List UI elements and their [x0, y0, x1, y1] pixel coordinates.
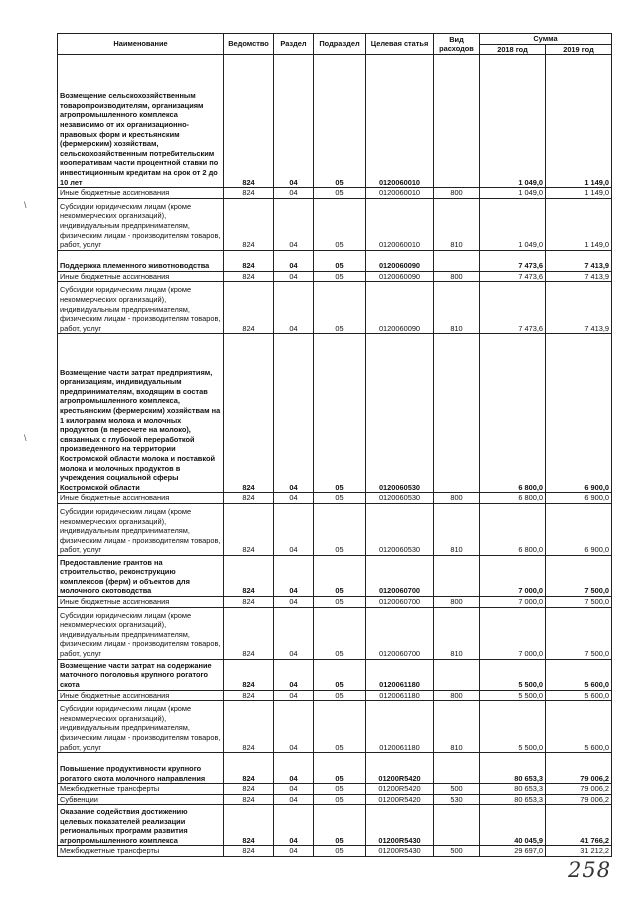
cell-2018: 5 500,0 [480, 659, 546, 690]
cell-target: 0120060010 [366, 188, 434, 199]
cell-name: Иные бюджетные ассигнования [58, 188, 224, 199]
cell-dept: 824 [224, 753, 274, 784]
cell-2018: 80 653,3 [480, 784, 546, 795]
cell-name: Поддержка племенного животноводства [58, 250, 224, 271]
cell-dept: 824 [224, 198, 274, 250]
table-row [58, 493, 612, 504]
cell-name: Субсидии юридическим лицам (кроме некоммерческих организаций), индивидуальным предпринимателям, физическим лицам - производителям товаров, работ, услуг [58, 607, 224, 659]
cell-name: Субсидии юридическим лицам (кроме некоммерческих организаций), индивидуальным предпринимателям, физическим лицам - производителям товаров, работ, услуг [58, 198, 224, 250]
cell-section: 04 [274, 794, 314, 805]
cell-name: Возмещение части затрат предприятиям, организациям, индивидуальным предпринимателям, входящим в состав агропромышленного комплекса, крестьянским (фермерским) хозяйствам на 1 килограмм молока и молочных продуктов (в пересчете на молоко), связанных с глубокой переработкой произведенного на территории Костромской области молока и поставкой молока и молочных продуктов в учреждения социальной сферы Костромской области [58, 334, 224, 493]
cell-exp-type: 800 [434, 690, 480, 701]
cell-target: 0120061180 [366, 701, 434, 753]
cell-section: 04 [274, 753, 314, 784]
cell-target: 01200R5420 [366, 753, 434, 784]
cell-2018: 7 000,0 [480, 607, 546, 659]
cell-subsection: 05 [314, 271, 366, 282]
cell-dept: 824 [224, 555, 274, 596]
cell-section: 04 [274, 607, 314, 659]
header-exp-type: Вид расходов [434, 34, 480, 55]
cell-2019: 5 600,0 [546, 690, 612, 701]
header-sum: Сумма [480, 34, 612, 45]
cell-dept: 824 [224, 271, 274, 282]
cell-target: 01200R5420 [366, 784, 434, 795]
cell-2019: 7 500,0 [546, 607, 612, 659]
cell-exp-type: 810 [434, 198, 480, 250]
cell-target: 0120060700 [366, 596, 434, 607]
cell-section: 04 [274, 784, 314, 795]
cell-dept: 824 [224, 55, 274, 188]
cell-exp-type [434, 250, 480, 271]
cell-section: 04 [274, 503, 314, 555]
cell-target: 0120060090 [366, 271, 434, 282]
cell-exp-type [434, 753, 480, 784]
cell-dept: 824 [224, 596, 274, 607]
cell-subsection: 05 [314, 493, 366, 504]
margin-mark: \ [24, 433, 27, 443]
cell-target: 0120060090 [366, 282, 434, 334]
cell-target: 0120060530 [366, 503, 434, 555]
table-row [58, 188, 612, 199]
table-row [58, 250, 612, 271]
cell-2018: 7 473,6 [480, 250, 546, 271]
cell-subsection: 05 [314, 555, 366, 596]
cell-section: 04 [274, 493, 314, 504]
cell-2019: 1 149,0 [546, 188, 612, 199]
cell-name: Возмещение сельскохозяйственным товаропроизводителям, организациям агропромышленного комплекса независимо от их организационно-правовых форм и крестьянским (фермерским) хозяйствам, сельскохозяйственным потребительским кооперативам части процентной ставки по инвестиционным кредитам на срок от 2 до 10 лет [58, 55, 224, 188]
table-row [58, 555, 612, 596]
cell-2019: 79 006,2 [546, 753, 612, 784]
cell-2018: 6 800,0 [480, 334, 546, 493]
table-row [58, 753, 612, 784]
cell-2019: 7 413,9 [546, 282, 612, 334]
cell-exp-type [434, 805, 480, 846]
cell-2018: 1 049,0 [480, 188, 546, 199]
header-2018: 2018 год [480, 44, 546, 55]
cell-dept: 824 [224, 690, 274, 701]
table-row [58, 846, 612, 857]
cell-exp-type: 810 [434, 607, 480, 659]
table-row [58, 784, 612, 795]
cell-name: Иные бюджетные ассигнования [58, 493, 224, 504]
cell-exp-type: 800 [434, 271, 480, 282]
table-row [58, 282, 612, 334]
cell-2019: 41 766,2 [546, 805, 612, 846]
cell-2018: 80 653,3 [480, 753, 546, 784]
cell-subsection: 05 [314, 784, 366, 795]
cell-name: Субвенции [58, 794, 224, 805]
cell-2018: 7 000,0 [480, 596, 546, 607]
cell-target: 0120061180 [366, 659, 434, 690]
cell-section: 04 [274, 701, 314, 753]
cell-2018: 40 045,9 [480, 805, 546, 846]
cell-2018: 1 049,0 [480, 55, 546, 188]
cell-subsection: 05 [314, 198, 366, 250]
cell-2018: 29 697,0 [480, 846, 546, 857]
cell-2018: 5 500,0 [480, 690, 546, 701]
cell-section: 04 [274, 805, 314, 846]
cell-section: 04 [274, 271, 314, 282]
table-row [58, 607, 612, 659]
cell-2018: 6 800,0 [480, 493, 546, 504]
cell-exp-type: 800 [434, 188, 480, 199]
table-row [58, 701, 612, 753]
cell-section: 04 [274, 282, 314, 334]
page-number: 258 [568, 858, 612, 882]
cell-subsection: 05 [314, 607, 366, 659]
cell-section: 04 [274, 55, 314, 188]
cell-section: 04 [274, 690, 314, 701]
cell-section: 04 [274, 596, 314, 607]
cell-target: 01200R5430 [366, 805, 434, 846]
table-row [58, 55, 612, 188]
cell-exp-type: 810 [434, 503, 480, 555]
header-subsection: Подраздел [314, 34, 366, 55]
cell-target: 0120060010 [366, 198, 434, 250]
cell-subsection: 05 [314, 701, 366, 753]
cell-subsection: 05 [314, 794, 366, 805]
cell-name: Межбюджетные трансферты [58, 846, 224, 857]
budget-table [57, 33, 612, 857]
cell-section: 04 [274, 555, 314, 596]
cell-subsection: 05 [314, 282, 366, 334]
cell-name: Иные бюджетные ассигнования [58, 271, 224, 282]
cell-2018: 6 800,0 [480, 503, 546, 555]
header-2019: 2019 год [546, 44, 612, 55]
cell-2019: 7 413,9 [546, 250, 612, 271]
cell-section: 04 [274, 188, 314, 199]
header-dept: Ведомство [224, 34, 274, 55]
table-row [58, 794, 612, 805]
cell-target: 0120060010 [366, 55, 434, 188]
cell-dept: 824 [224, 334, 274, 493]
cell-subsection: 05 [314, 753, 366, 784]
cell-exp-type: 500 [434, 846, 480, 857]
cell-dept: 824 [224, 805, 274, 846]
cell-2019: 7 413,9 [546, 271, 612, 282]
cell-2018: 7 473,6 [480, 271, 546, 282]
table-row [58, 198, 612, 250]
cell-subsection: 05 [314, 250, 366, 271]
cell-dept: 824 [224, 503, 274, 555]
table-row [58, 503, 612, 555]
cell-dept: 824 [224, 282, 274, 334]
cell-2018: 80 653,3 [480, 794, 546, 805]
cell-target: 0120060530 [366, 334, 434, 493]
cell-target: 0120060700 [366, 555, 434, 596]
cell-dept: 824 [224, 784, 274, 795]
table-row [58, 690, 612, 701]
cell-2019: 31 212,2 [546, 846, 612, 857]
cell-dept: 824 [224, 794, 274, 805]
header-name: Наименование [58, 34, 224, 55]
cell-dept: 824 [224, 250, 274, 271]
cell-name: Иные бюджетные ассигнования [58, 690, 224, 701]
cell-2019: 6 900,0 [546, 503, 612, 555]
cell-name: Межбюджетные трансферты [58, 784, 224, 795]
table-row [58, 659, 612, 690]
cell-subsection: 05 [314, 659, 366, 690]
cell-exp-type: 530 [434, 794, 480, 805]
cell-exp-type [434, 55, 480, 188]
cell-section: 04 [274, 659, 314, 690]
cell-name: Иные бюджетные ассигнования [58, 596, 224, 607]
cell-dept: 824 [224, 607, 274, 659]
cell-exp-type: 800 [434, 596, 480, 607]
cell-target: 01200R5430 [366, 846, 434, 857]
cell-target: 0120060700 [366, 607, 434, 659]
cell-exp-type [434, 334, 480, 493]
cell-subsection: 05 [314, 596, 366, 607]
cell-2019: 1 149,0 [546, 198, 612, 250]
cell-dept: 824 [224, 659, 274, 690]
cell-subsection: 05 [314, 805, 366, 846]
cell-target: 01200R5420 [366, 794, 434, 805]
cell-target: 0120060090 [366, 250, 434, 271]
cell-2019: 79 006,2 [546, 784, 612, 795]
table-header [58, 34, 612, 55]
cell-2019: 6 900,0 [546, 493, 612, 504]
cell-name: Оказание содействия достижению целевых показателей реализации региональных программ развития агропромышленного комплекса [58, 805, 224, 846]
cell-subsection: 05 [314, 846, 366, 857]
cell-section: 04 [274, 250, 314, 271]
cell-target: 0120061180 [366, 690, 434, 701]
cell-dept: 824 [224, 188, 274, 199]
cell-subsection: 05 [314, 55, 366, 188]
cell-exp-type: 810 [434, 701, 480, 753]
cell-name: Субсидии юридическим лицам (кроме некоммерческих организаций), индивидуальным предпринимателям, физическим лицам - производителям товаров, работ, услуг [58, 282, 224, 334]
cell-2019: 79 006,2 [546, 794, 612, 805]
cell-2019: 6 900,0 [546, 334, 612, 493]
cell-2018: 7 473,6 [480, 282, 546, 334]
cell-dept: 824 [224, 846, 274, 857]
cell-section: 04 [274, 334, 314, 493]
cell-2019: 7 500,0 [546, 596, 612, 607]
cell-dept: 824 [224, 493, 274, 504]
cell-exp-type: 810 [434, 282, 480, 334]
cell-target: 0120060530 [366, 493, 434, 504]
cell-2019: 1 149,0 [546, 55, 612, 188]
cell-exp-type: 500 [434, 784, 480, 795]
margin-mark: \ [24, 200, 27, 210]
cell-name: Предоставление грантов на строительство, реконструкцию комплексов (ферм) и объектов для молочного скотоводства [58, 555, 224, 596]
table-row [58, 334, 612, 493]
cell-section: 04 [274, 198, 314, 250]
table-row [58, 271, 612, 282]
cell-2018: 5 500,0 [480, 701, 546, 753]
cell-subsection: 05 [314, 334, 366, 493]
cell-2018: 1 049,0 [480, 198, 546, 250]
cell-exp-type [434, 659, 480, 690]
cell-exp-type [434, 555, 480, 596]
cell-name: Возмещение части затрат на содержание маточного поголовья крупного рогатого скота [58, 659, 224, 690]
cell-section: 04 [274, 846, 314, 857]
table-row [58, 596, 612, 607]
cell-2019: 5 600,0 [546, 701, 612, 753]
cell-2019: 5 600,0 [546, 659, 612, 690]
cell-subsection: 05 [314, 503, 366, 555]
cell-subsection: 05 [314, 690, 366, 701]
header-section: Раздел [274, 34, 314, 55]
cell-2019: 7 500,0 [546, 555, 612, 596]
table-body [58, 55, 612, 857]
cell-subsection: 05 [314, 188, 366, 199]
cell-name: Субсидии юридическим лицам (кроме некоммерческих организаций), индивидуальным предпринимателям, физическим лицам - производителям товаров, работ, услуг [58, 701, 224, 753]
table-row [58, 805, 612, 846]
header-target: Целевая статья [366, 34, 434, 55]
cell-exp-type: 800 [434, 493, 480, 504]
cell-dept: 824 [224, 701, 274, 753]
cell-2018: 7 000,0 [480, 555, 546, 596]
cell-name: Повышение продуктивности крупного рогатого скота молочного направления [58, 753, 224, 784]
cell-name: Субсидии юридическим лицам (кроме некоммерческих организаций), индивидуальным предпринимателям, физическим лицам - производителям товаров, работ, услуг [58, 503, 224, 555]
